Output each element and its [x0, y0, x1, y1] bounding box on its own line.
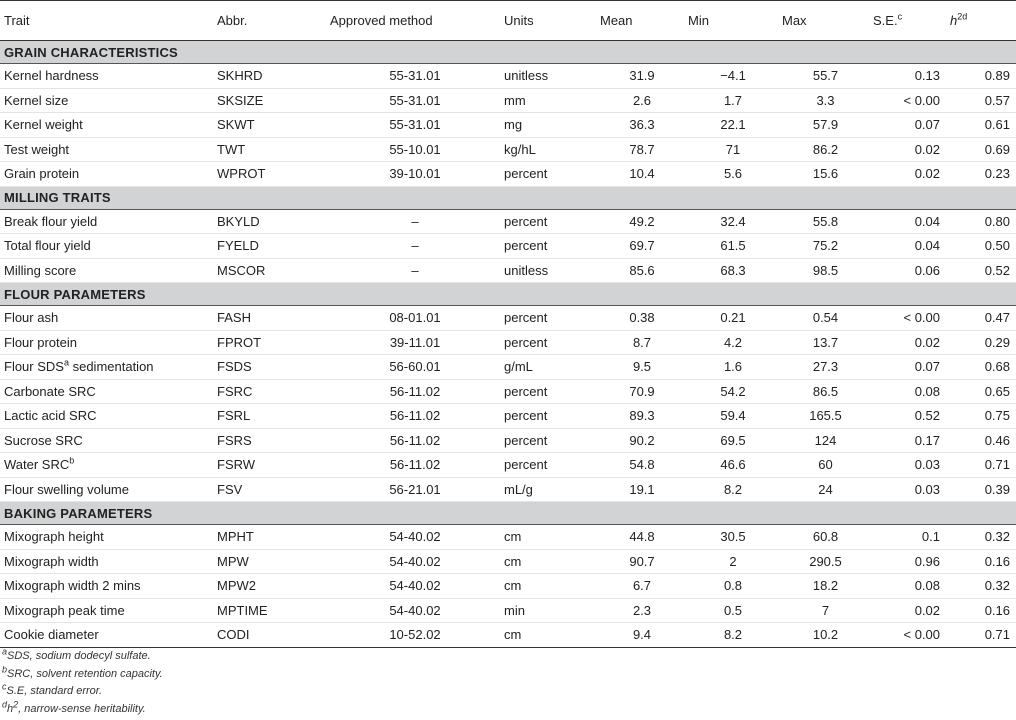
cell-max: 27.3: [778, 355, 869, 380]
cell-trait: [0, 598, 213, 623]
cell-mean: 70.9: [596, 379, 684, 404]
cell-min: 8.2: [684, 623, 778, 648]
table-row: [0, 477, 1016, 502]
footnote: [2, 683, 163, 701]
cell-se: 0.08: [869, 379, 946, 404]
header-h2-text: h: [950, 13, 958, 28]
cell-trait: [0, 428, 213, 453]
cell-mean: 31.9: [596, 64, 684, 89]
cell-se: 0.1: [869, 525, 946, 550]
cell-trait: [0, 330, 213, 355]
cell-abbr: MPW: [213, 549, 326, 574]
cell-method: 08-01.01: [326, 306, 500, 331]
cell-h2: 0.71: [946, 623, 1016, 648]
cell-method: –: [326, 209, 500, 234]
cell-trait: [0, 549, 213, 574]
cell-abbr: SKWT: [213, 113, 326, 138]
section-row: [0, 41, 1016, 64]
cell-units: percent: [500, 234, 596, 259]
cell-units: cm: [500, 623, 596, 648]
section-title: FLOUR PARAMETERS: [0, 283, 1016, 306]
footnote-marker: b: [2, 663, 8, 674]
header-h2-sup: 2d: [957, 11, 968, 22]
cell-units: mm: [500, 88, 596, 113]
cell-se: 0.06: [869, 258, 946, 283]
cell-abbr: FASH: [213, 306, 326, 331]
cell-mean: 44.8: [596, 525, 684, 550]
footnote-text-suffix: , narrow-sense heritability.: [18, 702, 146, 715]
cell-se: 0.13: [869, 64, 946, 89]
cell-trait: [0, 623, 213, 648]
table-row: [0, 355, 1016, 380]
table-row: [0, 525, 1016, 550]
table-row: [0, 453, 1016, 478]
cell-h2: 0.50: [946, 234, 1016, 259]
cell-se: 0.04: [869, 209, 946, 234]
trait-text: Kernel hardness: [4, 68, 99, 84]
header-mean: Mean: [596, 1, 684, 41]
cell-abbr: MPHT: [213, 525, 326, 550]
cell-abbr: FSRS: [213, 428, 326, 453]
cell-method: 56-11.02: [326, 379, 500, 404]
cell-abbr: FSV: [213, 477, 326, 502]
cell-min: 30.5: [684, 525, 778, 550]
cell-max: 13.7: [778, 330, 869, 355]
header-row: [0, 1, 1016, 41]
cell-min: 68.3: [684, 258, 778, 283]
cell-min: 8.2: [684, 477, 778, 502]
cell-abbr: FSRL: [213, 404, 326, 429]
cell-method: 55-31.01: [326, 64, 500, 89]
cell-se: 0.02: [869, 598, 946, 623]
cell-se: < 0.00: [869, 88, 946, 113]
cell-abbr: TWT: [213, 137, 326, 162]
footnote-text: SDS, sodium dodecyl sulfate.: [7, 650, 151, 662]
cell-mean: 85.6: [596, 258, 684, 283]
trait-text: Sucrose SRC: [4, 432, 83, 448]
cell-h2: 0.46: [946, 428, 1016, 453]
cell-se: 0.07: [869, 355, 946, 380]
cell-units: unitless: [500, 258, 596, 283]
footnote: [2, 663, 163, 684]
cell-se: 0.02: [869, 330, 946, 355]
trait-text: Flour ash: [4, 310, 59, 326]
cell-abbr: BKYLD: [213, 209, 326, 234]
cell-units: percent: [500, 404, 596, 429]
cell-method: 56-11.02: [326, 428, 500, 453]
table-row: [0, 549, 1016, 574]
header-max: Max: [778, 1, 869, 41]
trait-text: Mixograph width: [4, 553, 99, 569]
cell-h2: 0.47: [946, 306, 1016, 331]
cell-max: 165.5: [778, 404, 869, 429]
cell-min: 22.1: [684, 113, 778, 138]
cell-method: 56-11.02: [326, 404, 500, 429]
cell-trait: [0, 574, 213, 599]
header-method: Approved method: [326, 1, 500, 41]
cell-h2: 0.89: [946, 64, 1016, 89]
cell-min: 0.21: [684, 306, 778, 331]
trait-text-suffix: sedimentation: [68, 359, 154, 375]
trait-text: Mixograph height: [4, 529, 104, 545]
cell-min: 71: [684, 137, 778, 162]
header-units: Units: [500, 1, 596, 41]
cell-max: 290.5: [778, 549, 869, 574]
cell-se: 0.03: [869, 453, 946, 478]
cell-trait: [0, 404, 213, 429]
footnote-text: h: [7, 702, 14, 715]
footnote-marker: d: [2, 698, 8, 709]
table-body: [0, 41, 1016, 648]
cell-h2: 0.39: [946, 477, 1016, 502]
footnote-marker: a: [2, 646, 8, 657]
cell-method: 56-60.01: [326, 355, 500, 380]
cell-se: 0.02: [869, 162, 946, 187]
cell-trait: [0, 137, 213, 162]
cell-trait: [0, 209, 213, 234]
table-row: [0, 234, 1016, 259]
cell-min: 0.8: [684, 574, 778, 599]
cell-max: 24: [778, 477, 869, 502]
cell-mean: 78.7: [596, 137, 684, 162]
cell-method: 54-40.02: [326, 549, 500, 574]
cell-h2: 0.16: [946, 549, 1016, 574]
cell-mean: 10.4: [596, 162, 684, 187]
trait-text: Cookie diameter: [4, 627, 99, 643]
cell-max: 60.8: [778, 525, 869, 550]
header-h2: [946, 1, 1016, 41]
cell-min: 32.4: [684, 209, 778, 234]
cell-method: 54-40.02: [326, 574, 500, 599]
cell-mean: 54.8: [596, 453, 684, 478]
cell-mean: 89.3: [596, 404, 684, 429]
trait-text: Test weight: [4, 141, 70, 157]
cell-method: 55-31.01: [326, 113, 500, 138]
cell-max: 98.5: [778, 258, 869, 283]
cell-min: 4.2: [684, 330, 778, 355]
cell-units: unitless: [500, 64, 596, 89]
cell-min: 61.5: [684, 234, 778, 259]
cell-trait: [0, 379, 213, 404]
trait-text: Kernel weight: [4, 117, 83, 133]
footnotes: [2, 648, 163, 718]
cell-min: 0.5: [684, 598, 778, 623]
cell-abbr: MPW2: [213, 574, 326, 599]
cell-max: 75.2: [778, 234, 869, 259]
section-row: [0, 283, 1016, 306]
cell-h2: 0.65: [946, 379, 1016, 404]
cell-method: 54-40.02: [326, 525, 500, 550]
header-se: [869, 1, 946, 41]
cell-min: 59.4: [684, 404, 778, 429]
trait-text: Mixograph width 2 mins: [4, 578, 141, 594]
cell-trait: [0, 355, 213, 380]
cell-h2: 0.61: [946, 113, 1016, 138]
table-row: [0, 623, 1016, 648]
cell-min: 54.2: [684, 379, 778, 404]
cell-min: 5.6: [684, 162, 778, 187]
cell-units: cm: [500, 525, 596, 550]
cell-units: mg: [500, 113, 596, 138]
cell-se: 0.03: [869, 477, 946, 502]
cell-max: 86.2: [778, 137, 869, 162]
cell-h2: 0.23: [946, 162, 1016, 187]
header-se-text: S.E.: [873, 13, 898, 28]
footnote-text: S.E, standard error.: [6, 685, 103, 697]
cell-h2: 0.75: [946, 404, 1016, 429]
cell-max: 15.6: [778, 162, 869, 187]
table-row: [0, 137, 1016, 162]
cell-method: 54-40.02: [326, 598, 500, 623]
table-row: [0, 330, 1016, 355]
cell-units: cm: [500, 574, 596, 599]
trait-text: Flour SDS: [4, 359, 64, 375]
cell-trait: [0, 113, 213, 138]
cell-mean: 9.5: [596, 355, 684, 380]
cell-units: percent: [500, 379, 596, 404]
cell-units: percent: [500, 453, 596, 478]
section-row: [0, 502, 1016, 525]
cell-trait: [0, 525, 213, 550]
cell-abbr: SKSIZE: [213, 88, 326, 113]
cell-method: 55-10.01: [326, 137, 500, 162]
table-row: [0, 88, 1016, 113]
cell-units: g/mL: [500, 355, 596, 380]
section-title: MILLING TRAITS: [0, 186, 1016, 209]
cell-units: mL/g: [500, 477, 596, 502]
cell-se: 0.96: [869, 549, 946, 574]
cell-max: 7: [778, 598, 869, 623]
cell-se: 0.04: [869, 234, 946, 259]
cell-h2: 0.69: [946, 137, 1016, 162]
cell-h2: 0.80: [946, 209, 1016, 234]
cell-se: 0.07: [869, 113, 946, 138]
trait-text: Carbonate SRC: [4, 383, 96, 399]
cell-se: 0.08: [869, 574, 946, 599]
cell-h2: 0.32: [946, 525, 1016, 550]
cell-abbr: MPTIME: [213, 598, 326, 623]
cell-se: 0.52: [869, 404, 946, 429]
cell-abbr: WPROT: [213, 162, 326, 187]
cell-abbr: FPROT: [213, 330, 326, 355]
cell-max: 0.54: [778, 306, 869, 331]
cell-trait: [0, 64, 213, 89]
cell-min: 1.7: [684, 88, 778, 113]
cell-se: < 0.00: [869, 623, 946, 648]
trait-text: Flour protein: [4, 334, 77, 350]
footnote: [2, 648, 163, 666]
table-row: [0, 598, 1016, 623]
cell-h2: 0.32: [946, 574, 1016, 599]
table-row: [0, 404, 1016, 429]
cell-h2: 0.16: [946, 598, 1016, 623]
cell-h2: 0.52: [946, 258, 1016, 283]
trait-text: Total flour yield: [4, 238, 91, 254]
cell-max: 124: [778, 428, 869, 453]
cell-mean: 6.7: [596, 574, 684, 599]
cell-max: 60: [778, 453, 869, 478]
cell-abbr: FYELD: [213, 234, 326, 259]
header-abbr: Abbr.: [213, 1, 326, 41]
table-row: [0, 379, 1016, 404]
cell-se: 0.17: [869, 428, 946, 453]
cell-units: percent: [500, 162, 596, 187]
cell-mean: 19.1: [596, 477, 684, 502]
cell-abbr: FSDS: [213, 355, 326, 380]
cell-method: 55-31.01: [326, 88, 500, 113]
cell-mean: 2.6: [596, 88, 684, 113]
cell-method: 56-21.01: [326, 477, 500, 502]
cell-mean: 69.7: [596, 234, 684, 259]
cell-max: 10.2: [778, 623, 869, 648]
cell-units: percent: [500, 209, 596, 234]
cell-max: 86.5: [778, 379, 869, 404]
trait-text: Water SRC: [4, 457, 70, 473]
cell-units: cm: [500, 549, 596, 574]
cell-max: 55.8: [778, 209, 869, 234]
cell-method: 56-11.02: [326, 453, 500, 478]
cell-h2: 0.57: [946, 88, 1016, 113]
table-row: [0, 306, 1016, 331]
cell-se: 0.02: [869, 137, 946, 162]
cell-units: percent: [500, 330, 596, 355]
trait-text: Mixograph peak time: [4, 602, 125, 618]
cell-units: percent: [500, 306, 596, 331]
table-row: [0, 162, 1016, 187]
section-title: GRAIN CHARACTERISTICS: [0, 41, 1016, 64]
cell-method: 10-52.02: [326, 623, 500, 648]
trait-text: Kernel size: [4, 92, 69, 108]
cell-se: < 0.00: [869, 306, 946, 331]
cell-max: 57.9: [778, 113, 869, 138]
cell-mean: 36.3: [596, 113, 684, 138]
cell-mean: 9.4: [596, 623, 684, 648]
table-row: [0, 428, 1016, 453]
footnote-marker: c: [2, 681, 7, 692]
cell-method: 39-11.01: [326, 330, 500, 355]
cell-mean: 8.7: [596, 330, 684, 355]
cell-trait: [0, 234, 213, 259]
cell-h2: 0.29: [946, 330, 1016, 355]
cell-trait: [0, 477, 213, 502]
cell-abbr: CODI: [213, 623, 326, 648]
cell-method: –: [326, 234, 500, 259]
trait-footnote-marker: a: [63, 357, 69, 368]
cell-h2: 0.68: [946, 355, 1016, 380]
cell-min: 69.5: [684, 428, 778, 453]
table-row: [0, 64, 1016, 89]
section-row: [0, 186, 1016, 209]
cell-mean: 2.3: [596, 598, 684, 623]
cell-trait: [0, 306, 213, 331]
cell-abbr: FSRW: [213, 453, 326, 478]
cell-max: 55.7: [778, 64, 869, 89]
cell-abbr: FSRC: [213, 379, 326, 404]
cell-abbr: SKHRD: [213, 64, 326, 89]
trait-text: Break flour yield: [4, 213, 98, 229]
cell-abbr: MSCOR: [213, 258, 326, 283]
cell-h2: 0.71: [946, 453, 1016, 478]
cell-trait: [0, 453, 213, 478]
cell-min: 2: [684, 549, 778, 574]
footnote-text-sup: 2: [13, 698, 19, 709]
cell-mean: 49.2: [596, 209, 684, 234]
footnote: [2, 698, 163, 719]
cell-trait: [0, 88, 213, 113]
trait-footnote-marker: b: [69, 455, 75, 466]
table-row: [0, 258, 1016, 283]
table-row: [0, 209, 1016, 234]
cell-mean: 90.2: [596, 428, 684, 453]
cell-min: 1.6: [684, 355, 778, 380]
trait-text: Flour swelling volume: [4, 481, 129, 497]
trait-text: Milling score: [4, 262, 77, 278]
table-row: [0, 113, 1016, 138]
trait-text: Grain protein: [4, 166, 80, 182]
cell-units: kg/hL: [500, 137, 596, 162]
cell-max: 18.2: [778, 574, 869, 599]
cell-mean: 0.38: [596, 306, 684, 331]
cell-min: 46.6: [684, 453, 778, 478]
cell-mean: 90.7: [596, 549, 684, 574]
cell-units: percent: [500, 428, 596, 453]
trait-text: Lactic acid SRC: [4, 408, 97, 424]
cell-units: min: [500, 598, 596, 623]
cell-max: 3.3: [778, 88, 869, 113]
cell-trait: [0, 258, 213, 283]
footnote-text: SRC, solvent retention capacity.: [7, 667, 163, 680]
header-trait: Trait: [0, 1, 213, 41]
header-se-sup: c: [897, 11, 903, 22]
cell-min: −4.1: [684, 64, 778, 89]
section-title: BAKING PARAMETERS: [0, 502, 1016, 525]
cell-method: 39-10.01: [326, 162, 500, 187]
cell-method: –: [326, 258, 500, 283]
table-row: [0, 574, 1016, 599]
cell-trait: [0, 162, 213, 187]
header-min: Min: [684, 1, 778, 41]
